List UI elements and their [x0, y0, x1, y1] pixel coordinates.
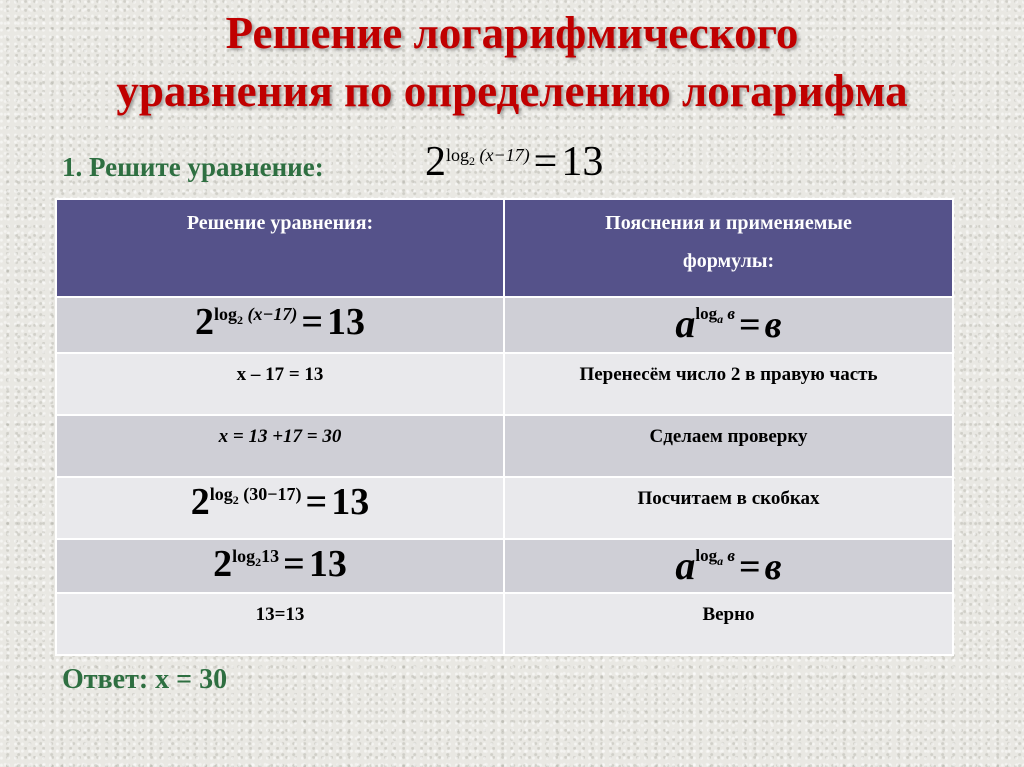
row-3-left: x = 13 +17 = 30	[56, 415, 504, 477]
row-3-right: Сделаем проверку	[504, 415, 953, 477]
title-line-2: уравнения по определению логарифма	[116, 66, 908, 116]
table-header	[56, 199, 953, 297]
slide-title	[0, 4, 1024, 120]
table-row	[56, 297, 953, 353]
row-4-left-formula: $2^{log_2 (30-17)} = 13$	[56, 477, 504, 539]
row-1-left-formula: $2^{log_2 (x-17)} = 13$	[56, 297, 504, 353]
task-label: 1. Решите уравнение:	[62, 152, 324, 182]
table-row	[56, 539, 953, 593]
row-5-left-formula: $2^{log_213} = 13$	[56, 539, 504, 593]
table-row	[56, 415, 953, 477]
row-4-right: Посчитаем в скобках	[504, 477, 953, 539]
header-explanations: Пояснения и применяемые формулы:	[504, 199, 953, 297]
table-row	[56, 477, 953, 539]
row-5-right-formula: $a^{log_a в} = в$	[504, 539, 953, 593]
row-6-left: 13=13	[56, 593, 504, 655]
title-line-1: Решение логарифмического	[225, 8, 799, 58]
header-solution: Решение уравнения:	[56, 199, 504, 297]
row-1-right-formula: $a^{log_a в} = в$	[504, 297, 953, 353]
answer: Ответ: x = 30	[62, 664, 228, 695]
row-2-right: Перенесём число 2 в правую часть	[504, 353, 953, 415]
task-equation: $2^{log_2 (x-17)}=13$	[425, 139, 604, 185]
row-6-right: Верно	[504, 593, 953, 655]
solution-table	[55, 198, 954, 656]
table-row	[56, 593, 953, 655]
row-2-left: x – 17 = 13	[56, 353, 504, 415]
table-row	[56, 353, 953, 415]
